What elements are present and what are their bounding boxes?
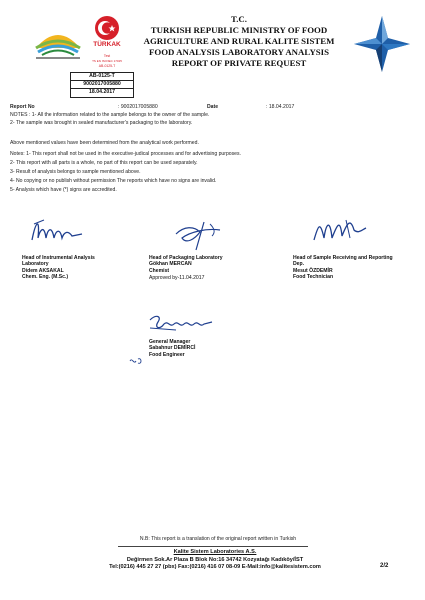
sig3-role: Food Technician — [293, 274, 334, 281]
sig1-name: Didem AKSAKAL — [22, 267, 64, 274]
notes2-line-4: 4- No copying or no publish without permission The reports which have no signs are invalid. — [10, 178, 217, 184]
sig1-title1: Head of Instrumental Analysis — [22, 255, 95, 261]
kalite-sistem-logo-icon — [352, 14, 412, 74]
date-label: Date — [207, 104, 219, 110]
footer-contact: Tel:(0216) 445 27 27 (pbx) Fax:(0216) 416 07 08-09 E-Mail:info@kalitesistem.com — [109, 564, 321, 570]
translation-note: N.B: This report is a translation of the original report written in Turkish — [139, 536, 297, 542]
signature-2-block — [149, 255, 223, 282]
ref-date: 18.04.2017 — [89, 89, 115, 95]
sig4-title1: General Manager — [149, 339, 191, 345]
report-title — [128, 14, 350, 69]
date-value: : 18.04.2017 — [266, 104, 295, 110]
sig2-title1: Head of Packaging Laboratory — [149, 255, 223, 261]
footer-divider — [118, 546, 308, 547]
signature-3-icon — [310, 208, 370, 248]
title-line-5: REPORT OF PRIVATE REQUEST — [171, 58, 307, 68]
notes-line-2: 2- The sample was brought in sealed manufacturer's packaging to the laboratory. — [10, 120, 193, 126]
signature-4-icon — [146, 310, 216, 338]
title-line-1: T.C. — [231, 14, 247, 24]
sig4-role: Food Engineer — [149, 351, 185, 358]
sig2-name: Gökhan MERCAN — [149, 261, 192, 268]
turkak-sub2: TS EN ISO/IEC 17025 — [92, 59, 122, 63]
sig3-name: Mesut ÖZDEMİR — [293, 267, 333, 274]
initials-mark-icon — [128, 355, 148, 367]
reference-box — [70, 72, 134, 98]
signature-4-block — [149, 339, 195, 358]
title-line-4: FOOD ANALYSIS LABORATORY ANALYSIS — [149, 47, 329, 57]
sig1-role: Chem. Eng. (M.Sc.) — [22, 274, 69, 281]
signature-1-icon — [28, 210, 88, 250]
report-no-label: Report No — [10, 104, 35, 110]
turkak-sub1: Test — [103, 54, 111, 58]
determined-text: Above mentioned values have been determined from the analytical work performed. — [10, 140, 199, 146]
ref-accreditation-no: AB-0125-T — [71, 73, 133, 81]
footer-address: Değirmen Sok.Ar Plaza B Blok No:16 34742 Kozyatağı Kadıköy/İST — [126, 556, 304, 563]
turkak-logo — [90, 14, 124, 78]
notes2-line-2: 2- This report with all parts is a whole, no part of this report can be used separately. — [10, 160, 198, 166]
sig2-role: Chemist — [149, 267, 170, 274]
sig3-title1: Head of Sample Receiving and Reporting — [293, 255, 393, 261]
signature-1-block — [22, 255, 95, 281]
notes2-line-3: 3- Result of analysis belongs to sample mentioned above. — [10, 169, 141, 175]
notes-line-1: NOTES : 1- All the information related to the sample belongs to the owner of the sample. — [10, 112, 210, 118]
footer-company-block — [80, 549, 350, 572]
title-line-2: TURKISH REPUBLIC MINISTRY OF FOOD — [150, 25, 328, 35]
page-number: 2/2 — [380, 563, 389, 569]
signature-2-icon — [170, 214, 230, 254]
notes2-line-5: 5- Analysis which have (*) signs are accredited. — [10, 187, 117, 193]
ministry-logo-icon — [30, 22, 86, 62]
turkak-name: TÜRKAK — [93, 41, 121, 48]
ref-report-no: 9002017005880 — [71, 81, 133, 89]
sig1-title2: Laboratory — [22, 261, 49, 268]
footer-company: Kalite Sistem Laboratories A.S. — [173, 549, 257, 555]
turkak-sub3: AB-0125-T — [98, 64, 116, 68]
sig2-approved: Approved by-11.04.2017 — [149, 275, 205, 282]
report-no-value: : 9002017005880 — [118, 104, 158, 110]
sig3-title2: Dep. — [293, 261, 305, 268]
notes2-line-1: Notes: 1- This report shall not be used in the executive-judical processes and for advertising purposes. — [10, 151, 241, 157]
signature-3-block — [293, 255, 393, 281]
sig4-name: Sabahnur DEMİRCİ — [149, 345, 196, 352]
title-line-3: AGRICULTURE AND RURAL KALITE SISTEM — [143, 36, 335, 46]
